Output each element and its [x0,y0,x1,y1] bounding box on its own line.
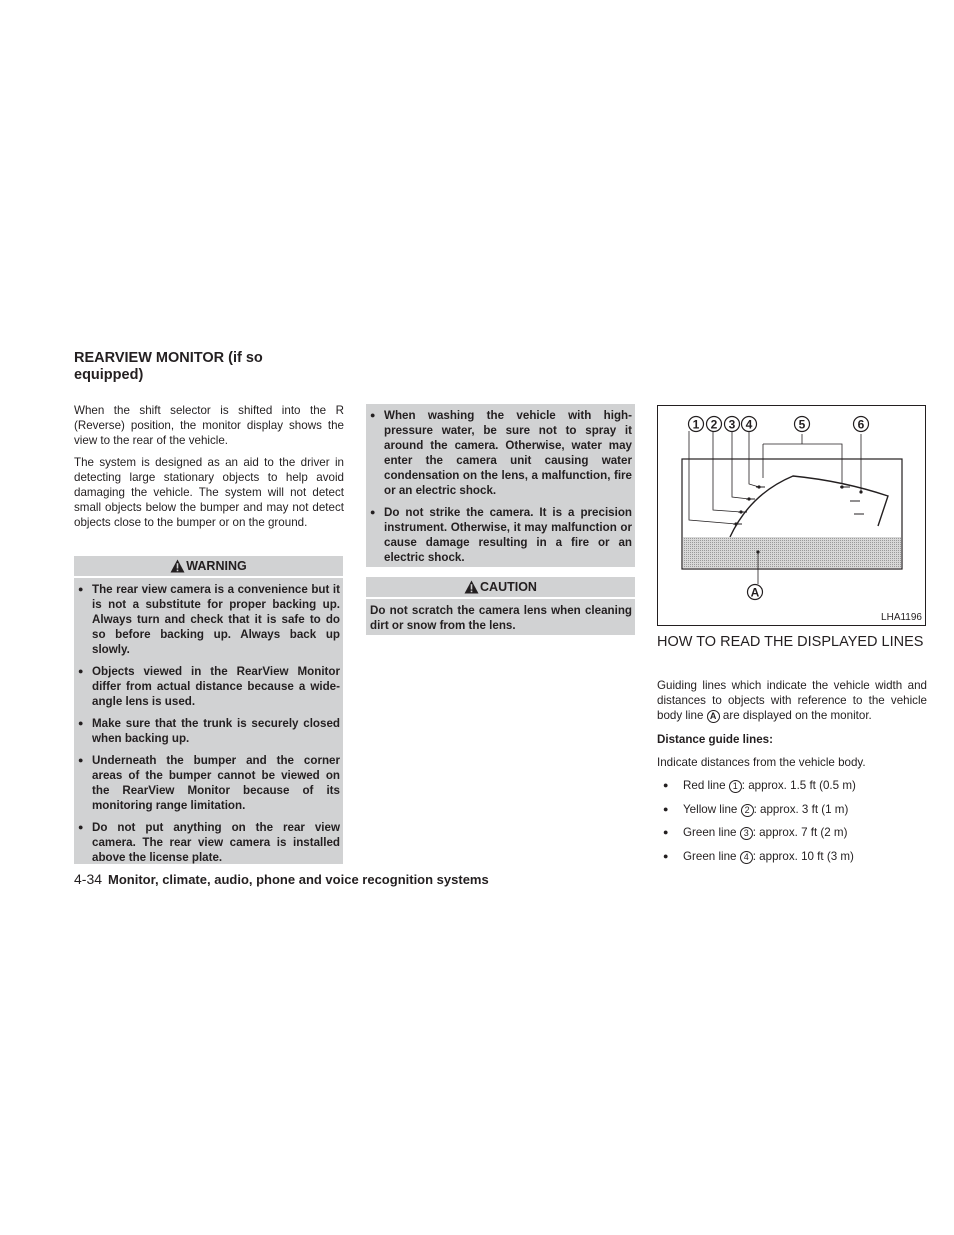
distance-guide-text: Indicate distances from the vehicle body. [657,756,866,769]
caution-header [366,577,635,597]
line-distance: : approx. 3 ft (1 m) [753,802,849,816]
section-title: REARVIEW MONITOR (if so equipped) [74,350,263,383]
list-item [657,802,927,826]
caution-body: Do not scratch the camera lens when cleaning dirt or snow from the lens. [366,599,635,635]
callout-3: 3 [728,417,736,432]
distance-guide-heading: Distance guide lines: [657,733,773,746]
warning-header [74,556,343,576]
warning-item: ● Do not put anything on the rear view camera. The rear view camera is installed above the license plate. [78,820,340,865]
callout-4: 4 [745,417,753,432]
how-to-intro-text: Guiding lines which indicate the vehicle width and distances to objects with reference to the vehicle body line [657,679,927,722]
distance-lines-list [657,778,927,872]
list-item [657,778,927,802]
guide-lines-diagram [658,406,925,625]
line-name: Green line [683,826,737,839]
warning-label: WARNING [186,559,247,573]
callout-5: 5 [798,417,806,432]
line-number: 1 [729,780,742,793]
callout-1: 1 [692,417,700,432]
how-to-intro-text-end: are displayed on the monitor. [722,709,872,722]
warning-item: ● Make sure that the trunk is securely closed when backing up. [78,716,340,746]
caution-label: CAUTION [480,580,537,594]
line-name: Yellow line [683,802,738,816]
line-number: 2 [741,804,754,817]
callout-2: 2 [710,417,718,432]
list-item [657,825,927,849]
body-line-marker: A [707,710,720,723]
warning-item: ● When washing the vehicle with high-pressure water, be sure not to spray it around the camera. Otherwise, water may enter the camera unit causing water condensation on the lens, a malfunction, fire or an electric shock. [370,408,632,498]
warning-triangle-icon [170,559,185,573]
chapter-title: Monitor, climate, audio, phone and voice recognition systems [108,872,489,887]
line-number: 3 [740,827,753,840]
warning-item: ● Underneath the bumper and the corner areas of the bumper cannot be viewed on the RearView Monitor because of its monitoring range limitation. [78,753,340,813]
how-to-intro [657,678,927,723]
caution-triangle-icon [464,580,479,594]
warning-item: ● The rear view camera is a convenience but it is not a substitute for proper backing up. Always turn and check that it is safe to do so before backing up. Always back up slowly. [78,582,340,657]
line-number: 4 [740,851,753,864]
callout-a: A [750,585,760,600]
warning-body [74,578,343,864]
line-distance: : approx. 7 ft (2 m) [752,826,848,839]
intro-paragraph-1: When the shift selector is shifted into the R (Reverse) position, the monitor display shows the view to the rear of the vehicle. [74,404,344,447]
intro-paragraph-2: The system is designed as an aid to the driver in detecting large stationary objects to help avoid damaging the vehicle. The system will not detect small objects below the bumper and may not detect objects close to the bumper or on the ground. [74,456,344,529]
callout-6: 6 [857,417,865,432]
line-name: Green line [683,849,737,863]
warning-continued-body [366,404,635,567]
list-item [657,849,927,873]
line-distance: : approx. 1.5 ft (0.5 m) [741,779,856,792]
figure-code: LHA1196 [881,612,922,623]
warning-item: ● Objects viewed in the RearView Monitor differ from actual distance because a wide-angle lens is used. [78,664,340,709]
warning-item: ● Do not strike the camera. It is a precision instrument. Otherwise, it may malfunction or cause damage resulting in a fire or an electric shock. [370,505,632,565]
rearview-display-figure [657,405,926,626]
page-number: 4-34 [74,871,103,887]
line-distance: : approx. 10 ft (3 m) [752,849,854,863]
page-footer [74,871,489,888]
line-name: Red line [683,779,726,792]
how-to-title: HOW TO READ THE DISPLAYED LINES [657,634,924,650]
